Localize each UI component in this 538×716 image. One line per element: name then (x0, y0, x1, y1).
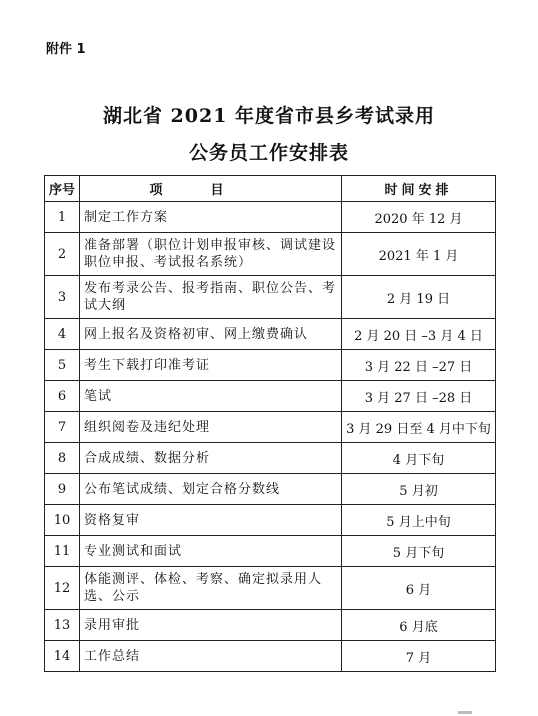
row-time: 6 月 (342, 567, 496, 610)
row-number: 11 (45, 536, 80, 567)
table-row (45, 202, 496, 233)
table-row (45, 443, 496, 474)
row-item: 体能测评、体检、考察、确定拟录用人选、公示 (80, 567, 342, 610)
header-time: 时间安排 (342, 176, 496, 202)
row-number: 2 (45, 233, 80, 276)
row-number: 1 (45, 202, 80, 233)
row-number: 9 (45, 474, 80, 505)
row-time: 3 月 29 日至 4 月中下旬 (342, 412, 496, 443)
row-number: 6 (45, 381, 80, 412)
row-time: 5 月上中旬 (342, 505, 496, 536)
row-item: 公布笔试成绩、划定合格分数线 (80, 474, 342, 505)
document-title-line2: 公务员工作安排表 (188, 142, 349, 164)
row-item: 专业测试和面试 (80, 536, 342, 567)
row-time: 2 月 20 日 –3 月 4 日 (342, 319, 496, 350)
row-number: 10 (45, 505, 80, 536)
page-edge-mark (458, 711, 472, 714)
row-time: 2021 年 1 月 (342, 233, 496, 276)
table-row (45, 233, 496, 276)
row-item: 准备部署（职位计划申报审核、调试建设职位申报、考试报名系统） (80, 233, 342, 276)
row-number: 4 (45, 319, 80, 350)
row-time: 4 月下旬 (342, 443, 496, 474)
row-time: 6 月底 (342, 610, 496, 641)
row-item: 工作总结 (80, 641, 342, 672)
row-item: 网上报名及资格初审、网上缴费确认 (80, 319, 342, 350)
row-item: 发布考录公告、报考指南、职位公告、考试大纲 (80, 276, 342, 319)
row-item: 制定工作方案 (80, 202, 342, 233)
table-row (45, 412, 496, 443)
row-time: 2 月 19 日 (342, 276, 496, 319)
table-row (45, 350, 496, 381)
row-item: 录用审批 (80, 610, 342, 641)
table-header-row (45, 176, 496, 202)
row-number: 14 (45, 641, 80, 672)
schedule-table (44, 175, 496, 672)
attachment-label: 附件 1 (46, 42, 86, 57)
row-time: 3 月 27 日 –28 日 (342, 381, 496, 412)
row-time: 5 月初 (342, 474, 496, 505)
row-time: 7 月 (342, 641, 496, 672)
row-time: 2020 年 12 月 (342, 202, 496, 233)
row-number: 12 (45, 567, 80, 610)
table-row (45, 319, 496, 350)
table-row (45, 567, 496, 610)
row-number: 7 (45, 412, 80, 443)
header-item: 项目 (80, 176, 342, 202)
table-row (45, 381, 496, 412)
row-item: 合成成绩、数据分析 (80, 443, 342, 474)
document-title-line1: 湖北省 2021 年度省市县乡考试录用 (102, 105, 436, 127)
table-row (45, 536, 496, 567)
row-number: 5 (45, 350, 80, 381)
row-item: 笔试 (80, 381, 342, 412)
table-row (45, 505, 496, 536)
row-item: 资格复审 (80, 505, 342, 536)
row-number: 13 (45, 610, 80, 641)
table-row (45, 474, 496, 505)
row-item: 考生下载打印准考证 (80, 350, 342, 381)
row-time: 5 月下旬 (342, 536, 496, 567)
row-number: 8 (45, 443, 80, 474)
row-item: 组织阅卷及违纪处理 (80, 412, 342, 443)
header-no: 序号 (45, 176, 80, 202)
table-row (45, 641, 496, 672)
table-row (45, 276, 496, 319)
row-number: 3 (45, 276, 80, 319)
table-row (45, 610, 496, 641)
row-time: 3 月 22 日 –27 日 (342, 350, 496, 381)
